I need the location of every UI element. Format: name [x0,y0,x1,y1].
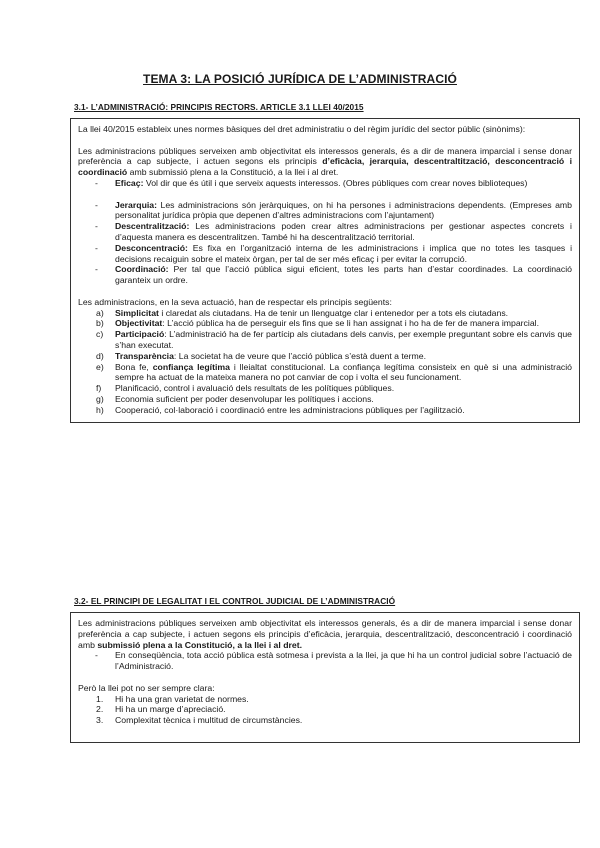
list-item: - Desconcentració: Es fixa en l’organització interna de les administracions i implica que no totes les tasques i decisions recaiguin sobre el mateix òrgan, per tal de ser més eficaç i per evitar la corrupció. [95,242,572,264]
list-item: - Eficaç: Vol dir que és útil i que serveix aquests interessos. (Obres públiques com crear noves biblioteques) [95,177,528,188]
list-item: - En conseqüència, tota acció pública està sotmesa i prevista a la llei, ja que hi ha un control judicial sobre l’actuació de l’Administració. [95,650,572,672]
section-1-heading: 3.1- L’ADMINISTRACIÓ: PRINCIPIS RECTORS. ARTICLE 3.1 LLEI 40/2015 [74,102,364,112]
list-item: - Jerarquia: Les administracions són jeràrquiques, on hi ha persones i administracions dependents. (Empreses amb personalitat jurídica pròpia que depenen d’altres administracions com l’ajuntament) [95,199,572,221]
section-2-clarity-intro: Però la llei pot no ser sempre clara: [78,682,215,693]
list-item: a) Simplicitat i claredat als ciutadans. Ha de tenir un llenguatge clar i entenedor per a tots els ciutadans. [96,307,509,318]
section-1-principles-intro: Les administracions, en la seva actuació, han de respectar els principis següents: [78,296,392,307]
document-title: TEMA 3: LA POSICIÓ JURÍDICA DE L’ADMINISTRACIÓ [143,72,457,86]
list-item: b) Objectivitat: L’acció pública ha de perseguir els fins que se li han assignat i ho ha de fer de manera imparcial. [96,318,539,329]
section-2-paragraph: Les administracions públiques serveixen amb objectivitat els interessos generals, és a dir de manera imparcial i sense donar preferència a cap subjecte, i actuen segons els principis d’eficàcia, jerarquia, descentralització, desconcentració i coordinació amb submissió plena a la Constitució, a la llei i al dret. [78,618,572,650]
section-1-box [70,118,580,423]
section-1-intro: La llei 40/2015 estableix unes normes bàsiques del dret administratiu o del règim jurídic del sector públic (sinònims): [78,124,526,134]
list-item: g) Economia suficient per poder desenvolupar les polítiques i accions. [96,393,374,404]
numbered-list [78,694,572,726]
list-item: d) Transparència: La societat ha de veure que l’acció pública s’està duent a terme. [96,350,427,361]
list-item: 1. Hi ha una gran varietat de normes. [96,693,249,704]
list-item: 2. Hi ha un marge d’apreciació. [96,704,226,715]
list-item: e) Bona fe, confiança legítima i lleialtat constitucional. La confiança legítima consisteix en què si una administració sempre ha actuat de la mateixa manera no pot canviar de cop i volta el seu funcionament. [96,361,573,383]
lettered-list [78,308,572,416]
section-1-paragraph: Les administracions públiques serveixen amb objectivitat els interessos generals, és a dir de manera imparcial i sense donar preferència a cap subjecte, i actuen segons els principis d’eficàcia, jerarquia, descentraltització, desconcentració i coordinació amb submissió plena a la Constitució, a la llei i al dret. [78,145,572,178]
list-item: f) Planificació, control i avaluació dels resultats de les polítiques públiques. [96,383,395,394]
list-item: h) Cooperació, col·laboració i coordinació entre les administracions públiques per l’agilització. [96,404,465,415]
list-item: c) Participació: L’administració ha de fer partícip als ciutadans dels canvis, per exemple preguntant sobre els canvis que s’han executat. [96,329,572,350]
section-2-box [70,612,580,743]
section-2-heading: 3.2- EL PRINCIPI DE LEGALITAT I EL CONTROL JUDICIAL DE L’ADMINISTRACIÓ [74,596,396,606]
list-item: 3. Complexitat tècnica i multitud de circumstàncies. [96,715,303,726]
list-item: - Coordinació: Per tal que l’acció pública sigui eficient, totes les parts han d’estar coordinades. La coordinació garanteix un ordre. [95,264,572,286]
list-item: - Descentralització: Les administracions poden crear altres administracions per gestionar aspectes concrets i d’aquesta manera es descentralitzen. També hi ha descentralització territorial. [95,221,572,242]
principles-list [78,178,572,286]
